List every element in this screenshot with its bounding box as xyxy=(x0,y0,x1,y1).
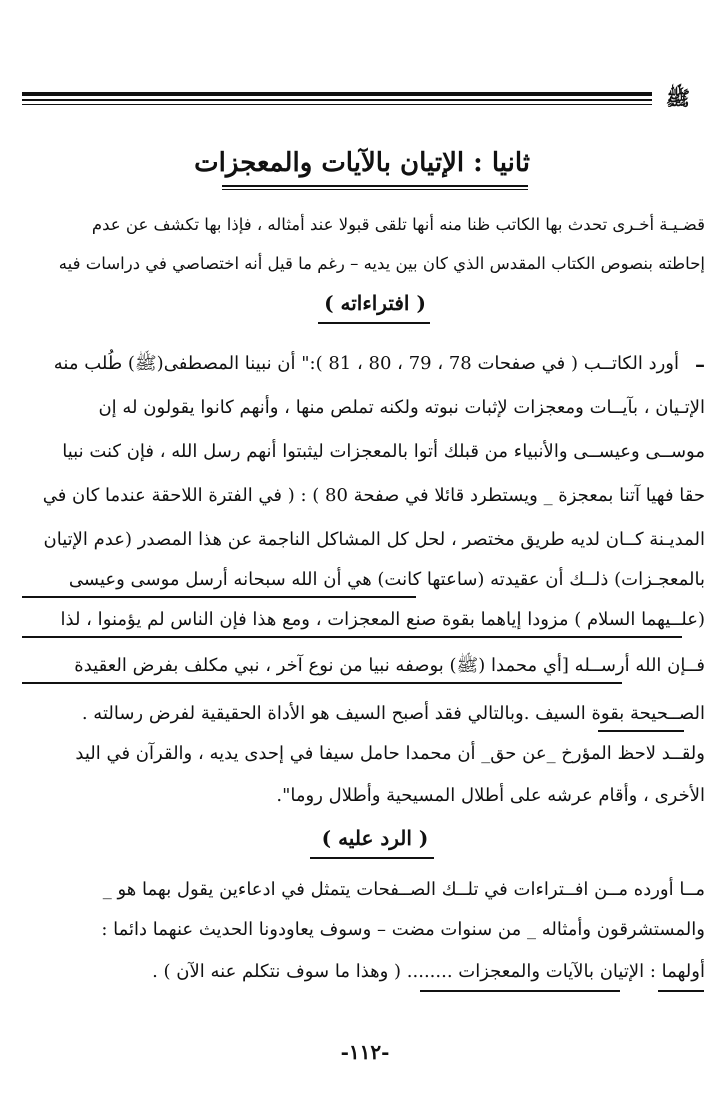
body-line-6-underline xyxy=(22,596,416,598)
body-line-7: (علــيهما السلام ) مزودا إياهما بقوة صنع المعجزات ، ومع هذا فإن الناس لم يؤمنوا ، لذا xyxy=(60,609,705,630)
body-line-9-underline xyxy=(598,730,684,732)
section-title: ثانيا : الإتيان بالآيات والمعجزات xyxy=(194,148,530,178)
list-dash: – xyxy=(695,352,705,376)
body-line-8-underline xyxy=(22,682,622,684)
body-line-5: المديـنة كــان لديه طريق مختصر ، لحل كل المشاكل الناجمة عن هذا المصدر (عدم الإتيان xyxy=(43,529,705,550)
body-line-6: بالمعجـزات) ذلــك أن عقيدته (ساعتها كانت) هي أن الله سبحانه أرسل موسى وعيسى xyxy=(68,569,705,590)
body-line-11: الأخرى ، وأقام عرشه على أطلال المسيحية وأطلال روما". xyxy=(276,785,705,806)
page-number: -١١٢- xyxy=(340,1040,390,1064)
title-underline-thin xyxy=(222,189,528,190)
body-line-9: الصــحيحة بقوة السيف .وبالتالي فقد أصبح السيف هو الأداة الحقيقية لفرض رسالته . xyxy=(81,703,705,724)
heading-reply: ( الرد عليه ) xyxy=(321,826,429,850)
reply-line-3: أولهما : الإتيان بالآيات والمعجزات ........ ( وهذا ما سوف نتكلم عنه الآن ) . xyxy=(152,961,705,982)
intro-line-1: قضـيـة أخـرى تحدث بها الكاتب ظنا منه أنها تلقى قبولا عند أمثاله ، فإذا بها تكشف عن عدم xyxy=(91,215,705,234)
body-line-10: ولقــد لاحظ المؤرخ _عن حق_ أن محمدا حامل سيفا في إحدى يديه ، والقرآن في اليد xyxy=(75,743,705,764)
reply-line-2: والمستشرقون وأمثاله _ من سنوات مضت – وسوف يعاودونا الحديث عنهما دائما : xyxy=(101,919,705,940)
body-line-4: حقا فهيا آتنا بمعجزة _ ويستطرد قائلا في صفحة 80 ) : ( في الفترة اللاحقة عندما كان في xyxy=(42,485,705,506)
header-rule-thin xyxy=(22,104,652,105)
heading-allegations: ( افتراءاته ) xyxy=(324,291,426,315)
salawat-seal-icon: ﷺ xyxy=(665,86,691,110)
header-rule-medium xyxy=(22,99,652,101)
title-underline xyxy=(222,185,528,187)
body-line-8: فــإن الله أرســله [أي محمدا (ﷺ) بوصفه نبيا من نوع آخر ، نبي مكلف بفرض العقيدة xyxy=(74,655,705,676)
body-line-1: أورد الكاتــب ( في صفحات 78 ، 79 ، 80 ، 81 ):" أن نبينا المصطفى(ﷺ) طُلب منه xyxy=(53,353,679,374)
header-rule-thick xyxy=(22,92,652,96)
heading-reply-underline xyxy=(310,857,434,859)
body-line-3: موســى وعيســى والأنبياء من قبلك أتوا بالمعجزات ليثبتوا أنهم رسل الله ، فإن كنت نبيا xyxy=(62,441,705,462)
intro-line-2: إحاطته بنصوص الكتاب المقدس الذي كان بين يديه – رغم ما قيل أنه اختصاصي في دراسات فيه xyxy=(58,254,705,273)
reply-line-3-underline-first xyxy=(658,990,704,992)
heading-allegations-underline xyxy=(318,322,430,324)
reply-line-3-underline xyxy=(420,990,620,992)
body-line-2: الإتـيان ، بآيــات ومعجزات لإثبات نبوته ولكنه تملص منها ، وأنهم كانوا يقولون له إن xyxy=(98,397,705,418)
reply-line-1: مــا أورده مــن افــتراءات في تلــك الصــفحات يتمثل في ادعاءين يقول بهما هو _ xyxy=(102,879,705,900)
body-line-7-underline xyxy=(22,636,682,638)
